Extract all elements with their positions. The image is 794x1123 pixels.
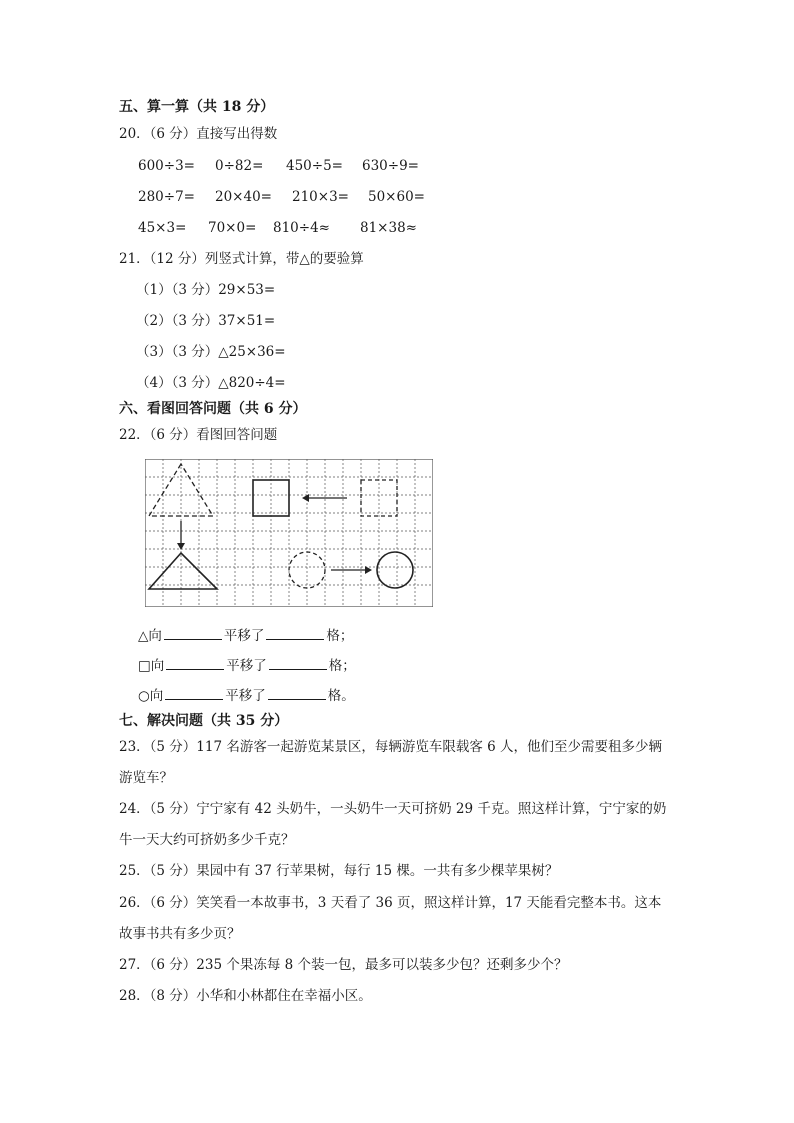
section-5-heading: 五、算一算（共 18 分） (119, 99, 275, 115)
q22-prefix: ○向 (138, 688, 164, 704)
q20-item: 45×3= (138, 220, 187, 236)
q22-middle: 平移了 (223, 628, 265, 644)
solid-square-shape (253, 480, 289, 516)
q24-line-2: 牛一天大约可挤奶多少千克？ (119, 832, 295, 848)
question-20-label: 20．（6 分）直接写出得数 (119, 126, 278, 142)
q22-middle: 平移了 (225, 688, 266, 704)
section-7-heading: 七、解决问题（共 35 分） (119, 713, 289, 729)
q21-item: （2）（3 分）37×51= (136, 313, 276, 329)
section-6-heading: 六、看图回答问题（共 6 分） (119, 401, 307, 417)
q26-line-2: 故事书共有多少页？ (119, 926, 241, 942)
q22-prefix: △向 (138, 628, 162, 644)
count-blank[interactable] (266, 624, 324, 640)
grid-svg (145, 459, 433, 607)
dashed-square-shape (361, 480, 397, 516)
q22-suffix: 格； (326, 628, 354, 644)
q20-item: 81×38≈ (360, 220, 417, 236)
q21-item: （4）（3 分）△820÷4= (136, 375, 286, 391)
q22-answer-line-triangle (138, 624, 353, 646)
q25-line: 25．（5 分）果园中有 37 行苹果树，每行 15 棵。一共有多少棵苹果树？ (119, 863, 559, 879)
q26-line-1: 26．（6 分）笑笑看一本故事书，3 天看了 36 页，照这样计算，17 天能看完整本书。这本 (119, 895, 662, 911)
q22-suffix: 格。 (327, 688, 355, 704)
q20-item: 450÷5= (286, 158, 343, 174)
count-blank[interactable] (269, 654, 327, 670)
q21-item: （3）（3 分）△25×36= (136, 344, 286, 360)
direction-blank[interactable] (166, 654, 224, 670)
q20-item: 70×0= (208, 220, 257, 236)
q20-item: 210×3= (292, 189, 349, 205)
q22-middle: 平移了 (226, 658, 267, 674)
q20-item: 630÷9= (362, 158, 419, 174)
q27-line: 27．（6 分）235 个果冻每 8 个装一包，最多可以装多少包？还剩多少个？ (119, 957, 568, 973)
dashed-circle-shape (289, 552, 325, 588)
direction-blank[interactable] (165, 684, 223, 700)
q23-line-2: 游览车？ (119, 770, 173, 786)
question-22-label: 22．（6 分）看图回答问题 (119, 427, 278, 443)
question-21-label: 21．（12 分）列竖式计算，带△的要验算 (119, 251, 364, 267)
q20-item: 0÷82= (215, 158, 264, 174)
q22-suffix: 格； (328, 658, 356, 674)
q22-answer-line-square (138, 654, 356, 676)
direction-blank[interactable] (164, 624, 222, 640)
q24-line-1: 24．（5 分）宁宁家有 42 头奶牛，一头奶牛一天可挤奶 29 千克。照这样计算，宁宁家的奶 (119, 801, 667, 817)
q23-line-1: 23．（5 分）117 名游客一起游览某景区，每辆游览车限载客 6 人，他们至少需要租多少辆 (119, 739, 663, 755)
q22-answer-line-circle (138, 684, 355, 706)
translation-grid-figure (145, 459, 433, 607)
q28-line: 28．（8 分）小华和小林都住在幸福小区。 (119, 988, 372, 1004)
q20-item: 280÷7= (138, 189, 195, 205)
q21-item: （1）（3 分）29×53= (136, 282, 276, 298)
q20-item: 50×60= (368, 189, 425, 205)
q20-item: 600÷3= (138, 158, 195, 174)
q22-prefix: □向 (138, 658, 165, 674)
count-blank[interactable] (268, 684, 326, 700)
solid-triangle-shape (149, 553, 217, 589)
q20-item: 810÷4≈ (273, 220, 330, 236)
q20-item: 20×40= (215, 189, 272, 205)
solid-circle-shape (377, 552, 413, 588)
